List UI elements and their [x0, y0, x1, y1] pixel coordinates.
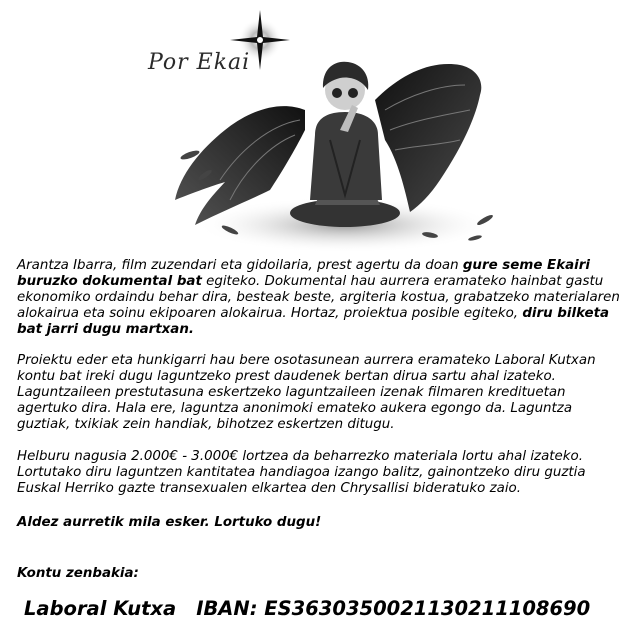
right-wing-icon [375, 64, 481, 212]
bank-name: Laboral Kutxa [24, 597, 177, 620]
iban-number: IBAN: ES3630350021130211108690 [196, 597, 591, 620]
bank-line [24, 597, 624, 620]
hero-illustration [130, 0, 510, 255]
signature: Por Ekai [148, 50, 251, 75]
account-label: Kontu zenbakia: [17, 566, 139, 581]
paragraph-intro [17, 258, 621, 338]
angel-illustration [130, 0, 510, 255]
paragraph-project: Proiektu eder eta hunkigarri hau bere osotasunean aurrera eramateko Laboral Kutxan kontu bat ireki dugu laguntzeko prest daudenek bertan dirua sartu ahal izateko. Laguntzaileen prestutasuna eskertzeko laguntzaileen izenak filmaren kredituetan agertuko dira. Hala ere, laguntza anonimoki emateko aukera egongo da. Laguntza guztiak, txikiak zein handiak, bihotzez eskertzen ditugu. [17, 353, 596, 432]
intro-text: Arantza Ibarra, film zuzendari eta gidoilaria, prest agertu da doan [17, 258, 463, 273]
intro-highlight-2: diru bilketa bat jarri dugu martxan. [17, 305, 610, 337]
thanks-text: Aldez aurretik mila esker. Lortuko dugu! [17, 515, 322, 530]
intro-rest: egiteko. Dokumental hau aurrera eramateko hainbat gastu ekonomiko ordaindu behar dira, besteak beste, argiteria kostua, grabatzeko materialaren alokairua eta soinu ekipoaren alokairua. Hortaz, proiektua posible egiteko, [17, 273, 620, 321]
paragraph-goal: Helburu nagusia 2.000€ - 3.000€ lortzea da beharrezko materiala lortu ahal izateko. Lortutako diru laguntzen kantitatea handiagoa izango balitz, gainontzeko diru guztia Euskal Herriko gazte transexualen elkartea den Chrysallisi bideratuko zaio. [17, 449, 586, 496]
intro-highlight: gure seme Ekairi buruzko dokumental bat [17, 258, 590, 289]
